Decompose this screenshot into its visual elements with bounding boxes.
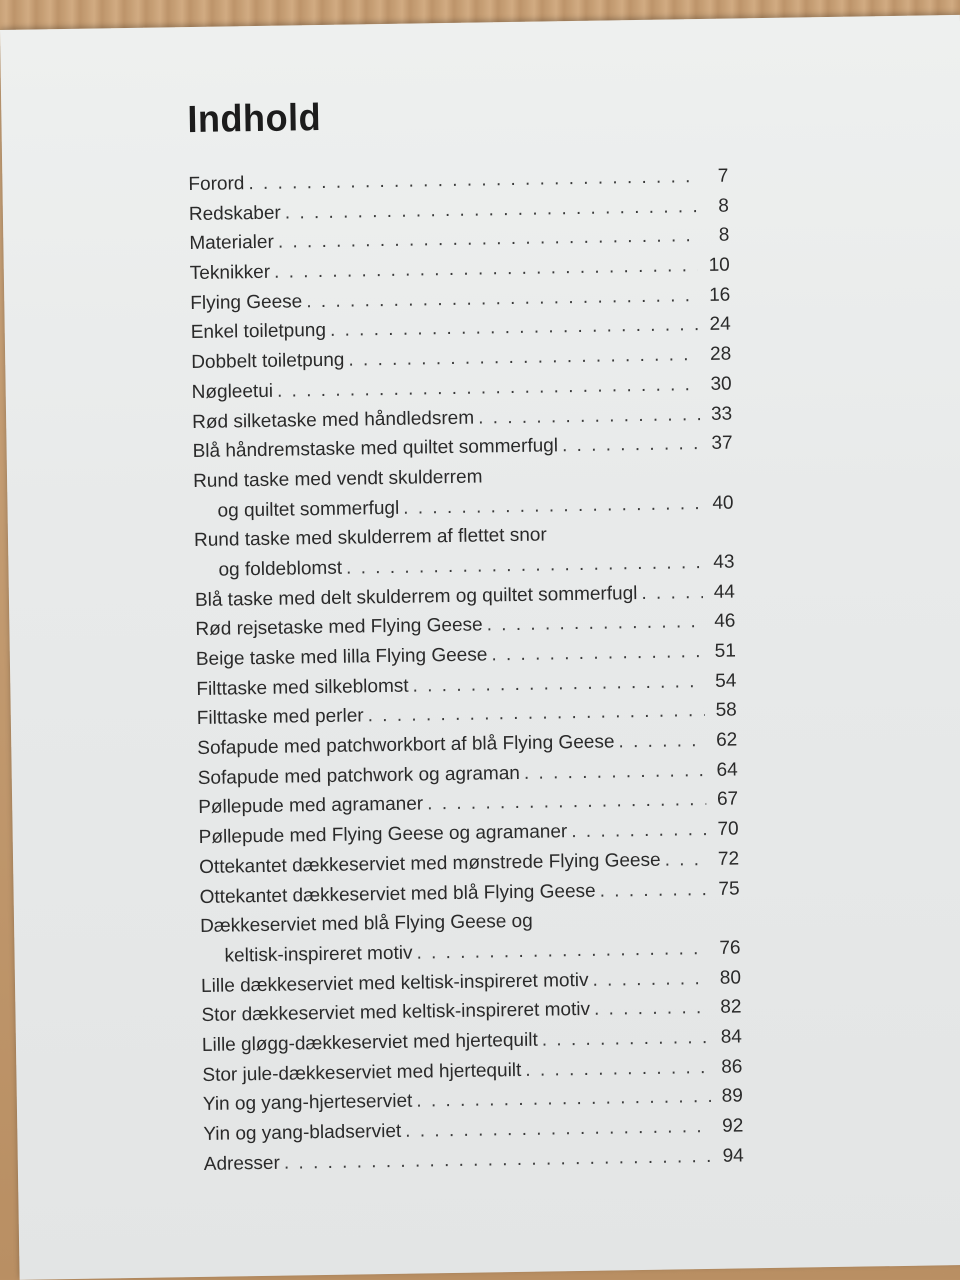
dot-leader	[412, 667, 704, 701]
toc-entry-title: Rød silketaske med håndledsrem	[192, 407, 475, 433]
toc-page-number: 28	[709, 343, 732, 366]
toc-page-number: 8	[718, 195, 730, 217]
toc-page-number: 67	[716, 788, 739, 811]
dot-leader	[478, 400, 700, 433]
dot-leader	[525, 1053, 711, 1086]
toc-list	[188, 162, 744, 1180]
toc-page-number: 64	[716, 759, 738, 781]
dot-leader	[405, 1112, 712, 1147]
toc-page-number: 84	[720, 1026, 743, 1048]
toc-entry-title: Filttaske med silkeblomst	[196, 675, 409, 700]
dot-leader	[592, 964, 709, 996]
toc-page-number: 10	[708, 254, 730, 276]
toc-entry-title: Enkel toiletpung	[190, 320, 327, 344]
dot-leader	[486, 607, 703, 640]
toc-entry-title: Lille dækkeserviet med keltisk-inspireret motiv	[200, 969, 589, 997]
toc-entry-title: Sofapude med patchwork og agraman	[197, 762, 521, 789]
toc-page-number: 92	[722, 1115, 744, 1137]
toc-entry-title: Flying Geese	[190, 291, 303, 314]
toc-page-number: 16	[708, 284, 731, 306]
toc-page-number: 30	[710, 373, 732, 395]
dot-leader	[416, 1082, 711, 1116]
toc-page-number: 46	[714, 610, 736, 633]
toc-entry-title: Ottekantet dækkeserviet med mønstrede Flying Geese	[199, 849, 661, 878]
toc-entry-title: Dobbelt toiletpung	[191, 349, 345, 374]
toc-page-number: 24	[709, 313, 731, 336]
toc-entry-title: Stor jule-dækkeserviet med hjertequilt	[202, 1059, 522, 1086]
toc-page-number: 37	[711, 432, 733, 455]
dot-leader	[427, 785, 706, 819]
toc-page-number: 43	[713, 551, 735, 573]
toc-entry-title: Adresser	[203, 1152, 281, 1175]
toc-page-number: 89	[721, 1085, 744, 1108]
toc-entry-title: Forord	[188, 173, 245, 196]
dot-leader	[416, 934, 708, 968]
toc-entry-title: Rød rejsetaske med Flying Geese	[195, 614, 483, 641]
toc-page-number: 58	[715, 699, 737, 722]
toc-entry-title: Pøllepude med agramaner	[198, 793, 424, 819]
toc-page-number: 44	[713, 581, 736, 603]
toc-page-number: 33	[710, 403, 733, 425]
toc-entry-title: Nøgleetui	[191, 380, 274, 403]
dot-leader	[571, 815, 707, 847]
toc-page-number: 75	[718, 877, 740, 900]
dot-leader	[284, 1142, 712, 1178]
toc-entry-title-continued: keltisk-inspireret motiv	[224, 942, 413, 967]
toc-entry-title: Rund taske med vendt skulderrem	[192, 466, 483, 492]
toc-page-number: 51	[714, 640, 737, 662]
toc-page-number: 94	[722, 1145, 744, 1167]
toc-entry-title: Lille gløgg-dækkeserviet med hjertequilt	[201, 1029, 538, 1056]
toc-page-number: 8	[718, 224, 730, 247]
toc-entry-title-continued: og quiltet sommerfugl	[217, 497, 400, 522]
toc-entry-title-continued: og foldeblomst	[218, 557, 343, 581]
dot-leader	[491, 637, 704, 670]
toc-entry-title: Yin og yang-hjerteserviet	[202, 1090, 413, 1116]
toc-entry-title: Stor dækkeserviet med keltisk-inspireret motiv	[201, 999, 591, 1027]
toc-entry-title: Redskaber	[188, 202, 281, 225]
toc-page-number: 72	[717, 848, 740, 870]
toc-page-number: 82	[720, 996, 742, 1019]
toc-entry-title: Sofapude med patchworkbort af blå Flying Geese	[197, 731, 615, 760]
toc-entry-title: Filttaske med perler	[196, 705, 364, 730]
book-page	[0, 15, 960, 1280]
dot-leader	[641, 578, 703, 609]
toc-page-number: 70	[717, 818, 739, 840]
dot-leader	[618, 726, 705, 757]
toc-page-number: 76	[719, 937, 741, 959]
toc-entry-title: Yin og yang-bladserviet	[203, 1120, 402, 1145]
toc-page-number: 80	[719, 967, 742, 989]
toc-entry-title: Teknikker	[189, 261, 271, 285]
toc-entry-title: Materialer	[189, 232, 275, 255]
toc-entry-title: Blå taske med delt skulderrem og quiltet sommerfugl	[194, 582, 638, 611]
toc-entry-title: Blå håndremstaske med quiltet sommerfugl	[192, 435, 559, 463]
toc-page-number: 54	[715, 670, 737, 692]
toc-entry-title: Ottekantet dækkeserviet med blå Flying Geese	[199, 880, 596, 908]
toc-entry-title: Pøllepude med Flying Geese og agramaner	[198, 821, 568, 849]
table-of-contents	[187, 91, 744, 1180]
toc-page-number: 86	[721, 1056, 743, 1078]
page-title: Indhold	[187, 96, 322, 142]
dot-leader	[403, 489, 702, 523]
toc-entry-title: Dækkeserviet med blå Flying Geese og	[199, 910, 533, 938]
dot-leader	[599, 874, 707, 905]
dot-leader	[664, 845, 707, 875]
toc-entry-title: Beige taske med lilla Flying Geese	[195, 644, 488, 670]
dot-leader	[542, 1023, 711, 1055]
toc-page-number: 40	[712, 492, 734, 514]
dot-leader	[594, 993, 710, 1025]
toc-page-number: 7	[717, 165, 729, 187]
toc-entry-title: Rund taske med skulderrem af flettet snor	[193, 524, 547, 552]
dot-leader	[524, 756, 706, 789]
toc-page-number: 62	[715, 729, 738, 751]
dot-leader	[562, 429, 701, 461]
